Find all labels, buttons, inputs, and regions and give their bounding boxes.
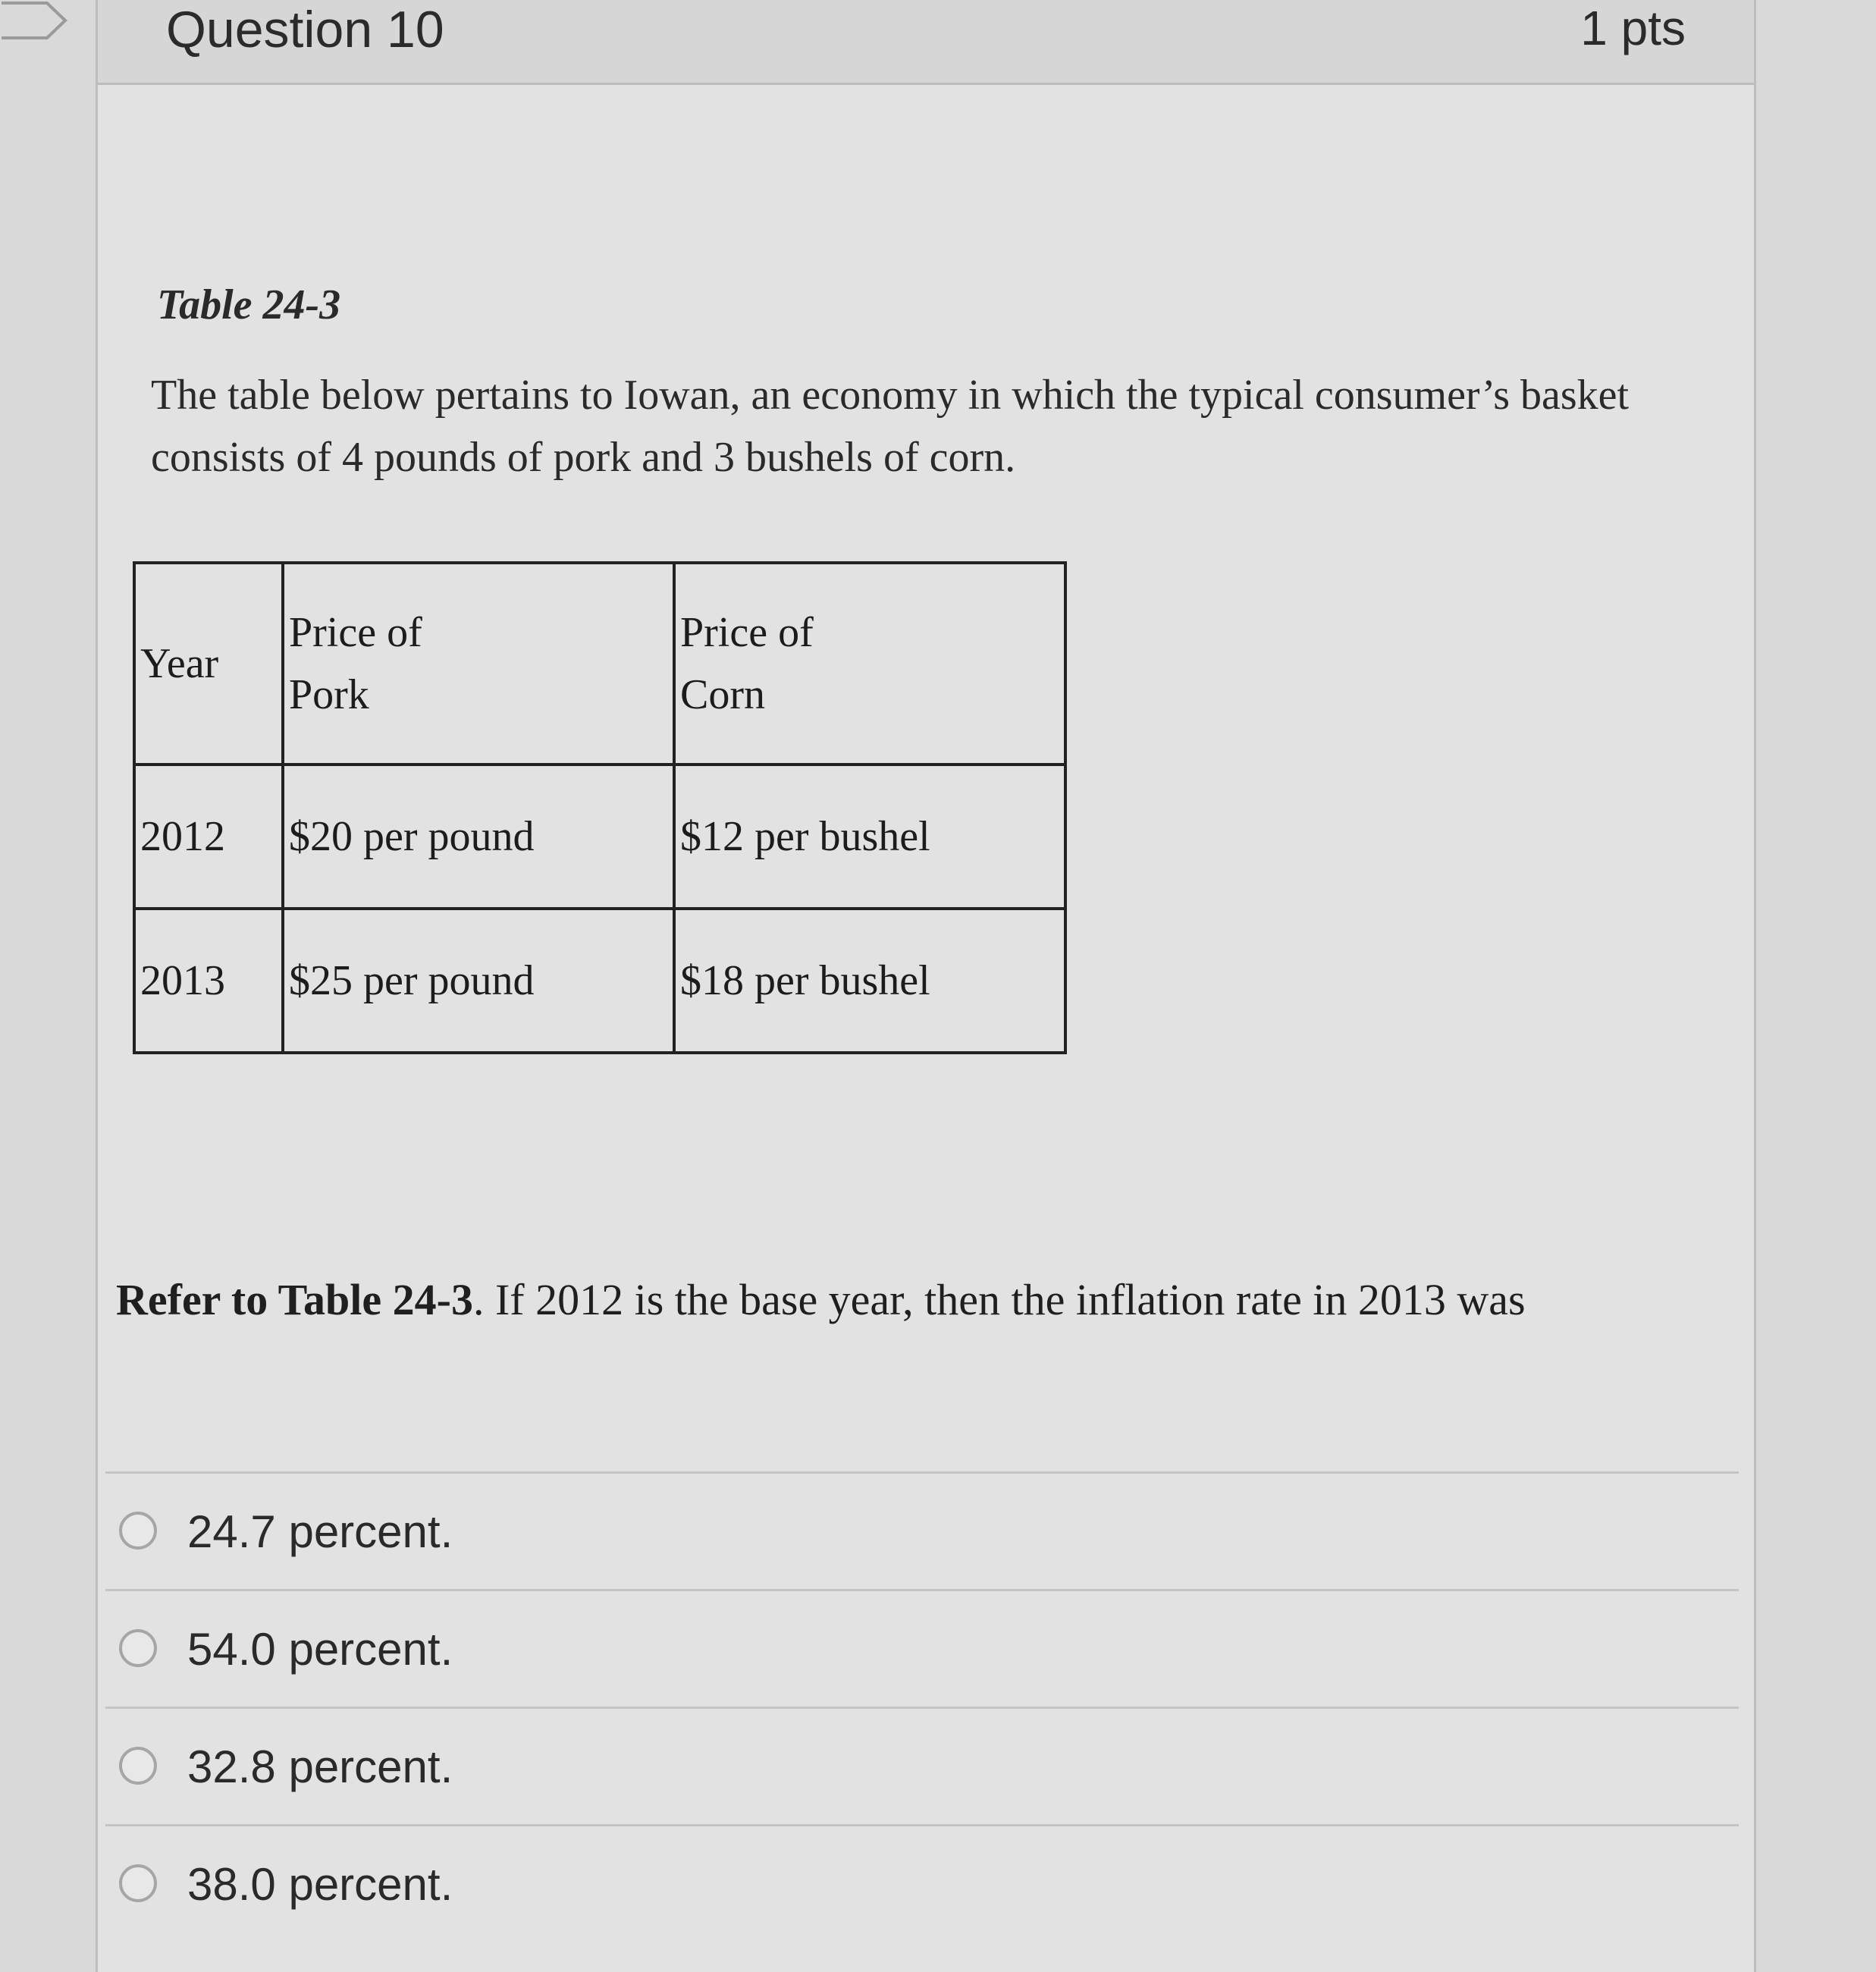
cell-year: 2013: [134, 909, 283, 1053]
cell-pork: $25 per pound: [283, 909, 674, 1053]
question-prompt: [116, 1274, 1746, 1325]
answer-list: [98, 1471, 1754, 1942]
radio-button[interactable]: [119, 1747, 157, 1785]
question-header: [98, 0, 1754, 85]
header-price-corn: [674, 563, 1065, 765]
cell-corn: $18 per bushel: [674, 909, 1065, 1053]
intro-text: The table below pertains to Iowan, an economy in which the typical consumer’s basket consists of 4 pounds of pork and 3 bushels of corn.: [151, 372, 1630, 481]
radio-button[interactable]: [119, 1629, 157, 1667]
cell-year: 2012: [134, 765, 283, 909]
header-price-pork: [283, 563, 674, 765]
header-price-corn-line1: Price of: [680, 609, 814, 656]
header-price-corn-line2: Corn: [680, 671, 765, 718]
answer-option[interactable]: [105, 1824, 1739, 1942]
cell-corn: $12 per bushel: [674, 765, 1065, 909]
answer-label[interactable]: 32.8 percent.: [187, 1741, 453, 1792]
answer-option[interactable]: [105, 1589, 1739, 1707]
question-card: [96, 0, 1756, 1972]
table-row: [134, 765, 1065, 909]
cell-pork: $20 per pound: [283, 765, 674, 909]
answer-option[interactable]: [105, 1471, 1739, 1589]
table-row: [134, 909, 1065, 1053]
answer-label[interactable]: 54.0 percent.: [187, 1624, 453, 1675]
table-header-row: [134, 563, 1065, 765]
answer-label[interactable]: 38.0 percent.: [187, 1859, 453, 1910]
radio-button[interactable]: [119, 1864, 157, 1902]
header-year: Year: [134, 563, 283, 765]
bookmark-icon[interactable]: [0, 0, 68, 41]
question-title: Question 10: [166, 1, 444, 58]
prompt-bold: Refer to Table 24-3: [116, 1275, 473, 1324]
answer-option[interactable]: [105, 1707, 1739, 1824]
prompt-rest: . If 2012 is the base year, then the inflation rate in 2013 was: [472, 1275, 1526, 1324]
question-points: 1 pts: [1580, 1, 1686, 55]
answer-label[interactable]: 24.7 percent.: [187, 1506, 453, 1557]
header-price-pork-line2: Pork: [289, 671, 369, 718]
header-price-pork-line1: Price of: [289, 609, 422, 656]
radio-button[interactable]: [119, 1512, 157, 1550]
price-table: [133, 561, 1067, 1054]
table-caption: Table 24-3: [157, 281, 341, 328]
